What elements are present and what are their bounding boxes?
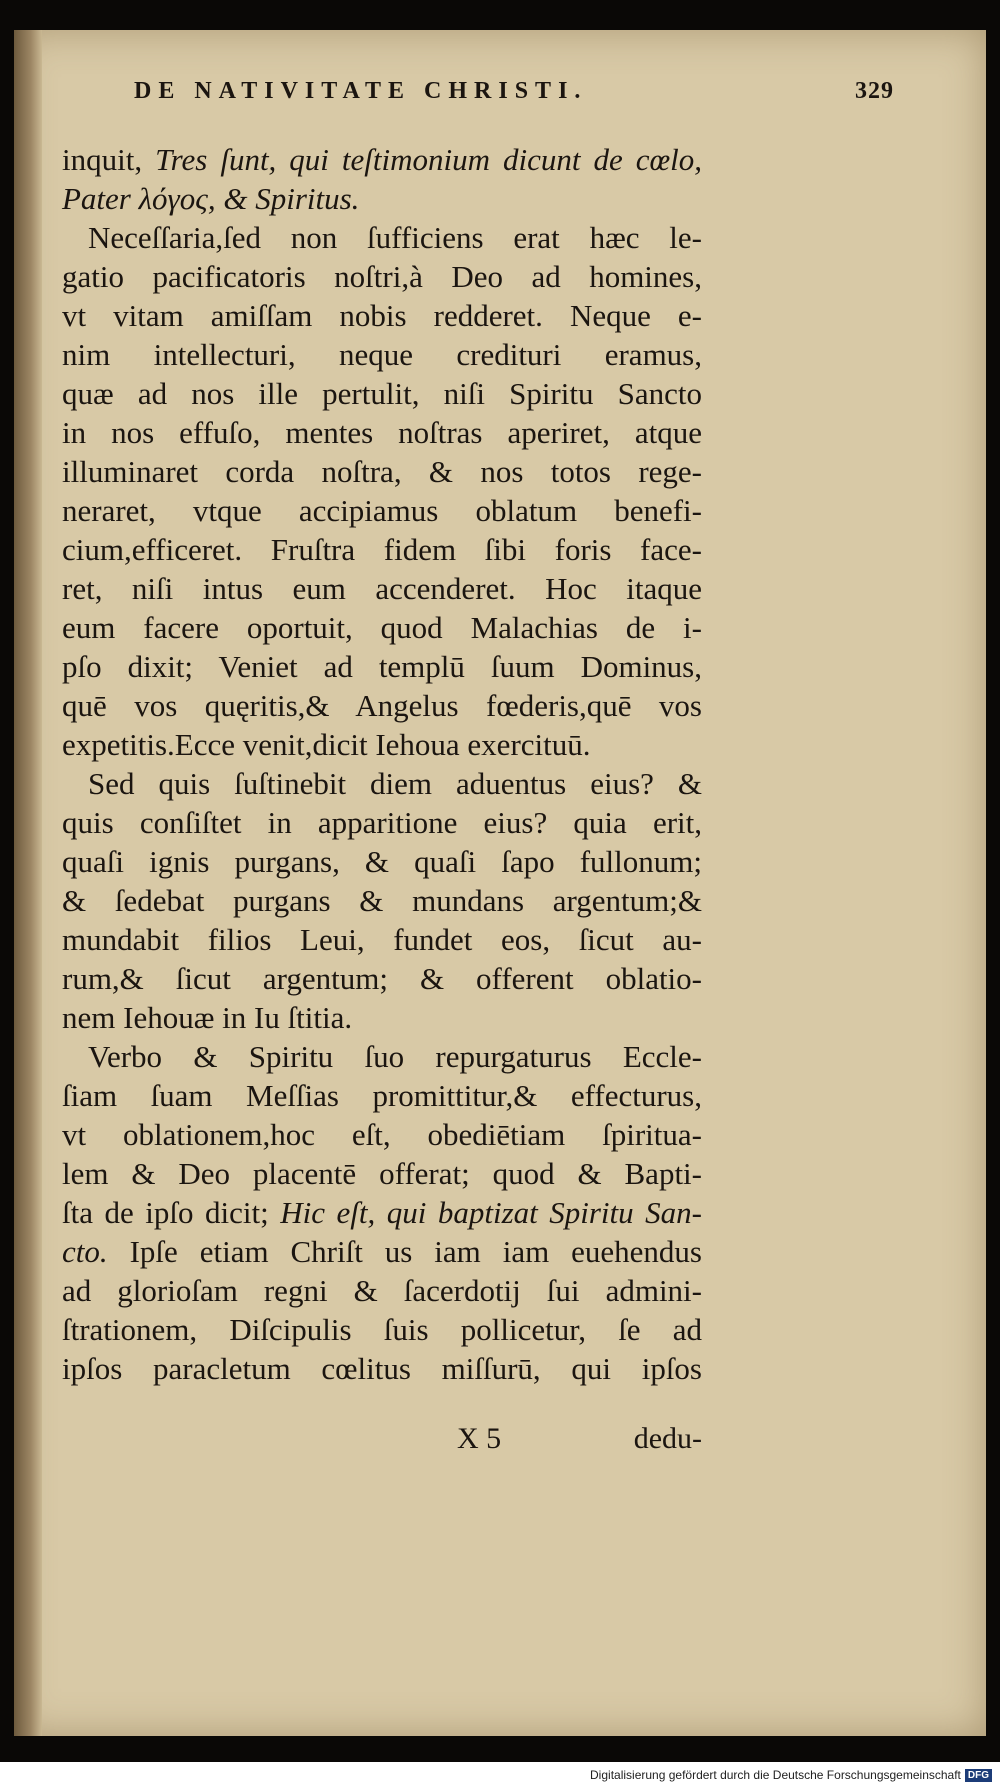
text-line: [62, 803, 702, 842]
signature-mark: X 5: [457, 1422, 502, 1455]
footer-credit: Digitalisierung gefördert durch die Deutsche Forschungsgemeinschaft: [590, 1768, 961, 1782]
line-text: ad glorioſam regni & ſacerdotij ſui admini-: [62, 1273, 702, 1308]
text-line: [62, 1115, 702, 1154]
line-text: neraret, vtque accipiamus oblatum benefi-: [62, 493, 702, 528]
text-line: [62, 920, 702, 959]
text-line: [62, 296, 702, 335]
line-text: ſtrationem, Diſcipulis ſuis pollicetur, ſe ad: [62, 1312, 702, 1347]
text-line: [62, 1232, 702, 1271]
line-text: Verbo & Spiritu ſuo repurgaturus Eccle-: [88, 1039, 702, 1074]
text-line: [62, 1271, 702, 1310]
body-text: [62, 140, 702, 1388]
line-text: quis conſiſtet in apparitione eius? quia erit,: [62, 805, 702, 840]
text-line: [62, 881, 702, 920]
line-text: vt vitam amiſſam nobis redderet. Neque e-: [62, 298, 702, 333]
text-line: [62, 1076, 702, 1115]
text-line: [62, 842, 702, 881]
line-text-after-italic: Ipſe etiam Chriſt us iam iam euehendus: [107, 1234, 702, 1269]
text-line: [62, 959, 702, 998]
text-line: [62, 608, 702, 647]
text-line: [62, 647, 702, 686]
line-text: ſiam ſuam Meſſias promittitur,& effecturus,: [62, 1078, 702, 1113]
text-line: [62, 725, 702, 764]
text-line: [62, 179, 702, 218]
text-line: [62, 374, 702, 413]
line-text: Neceſſaria,ſed non ſufficiens erat hæc le-: [88, 220, 702, 255]
line-italic-text: cto.: [62, 1234, 108, 1269]
line-italic-text: Tres ſunt, qui teſtimonium dicunt de cœlo,: [155, 142, 702, 177]
book-page: [14, 30, 986, 1736]
page-number: 329: [855, 78, 894, 104]
digitization-footer: [590, 1764, 992, 1786]
running-head: [134, 70, 904, 110]
text-line: [62, 491, 702, 530]
text-line: [62, 1154, 702, 1193]
line-italic-text: Hic eſt, qui baptizat Spiritu San-: [280, 1195, 702, 1230]
line-text: inquit,: [62, 142, 156, 177]
line-text: rum,& ſicut argentum; & offerent oblatio-: [62, 961, 702, 996]
text-line: [62, 1310, 702, 1349]
line-text: quē vos quęritis,& Angelus fœderis,quē vos: [62, 688, 702, 723]
line-text: ret, niſi intus eum accenderet. Hoc itaque: [62, 571, 702, 606]
text-line: [62, 335, 702, 374]
text-line: [62, 257, 702, 296]
text-line: [62, 998, 702, 1037]
line-text: nem Iehouæ in Iu ſtitia.: [62, 1000, 353, 1035]
line-text: Sed quis ſuſtinebit diem aduentus eius? &: [88, 766, 702, 801]
text-line: [62, 218, 702, 257]
line-text: lem & Deo placentē offerat; quod & Bapti-: [62, 1156, 702, 1191]
page-catch-line: [62, 1422, 702, 1462]
line-text: mundabit filios Leui, fundet eos, ſicut au-: [62, 922, 702, 957]
line-text: eum facere oportuit, quod Malachias de i-: [62, 610, 702, 645]
line-text: vt oblationem,hoc eſt, obediētiam ſpiritua-: [62, 1117, 702, 1152]
text-line: [62, 452, 702, 491]
line-text: pſo dixit; Veniet ad templū ſuum Dominus,: [62, 649, 702, 684]
line-text: quæ ad nos ille pertulit, niſi Spiritu Sancto: [62, 376, 702, 411]
text-line: [62, 1193, 702, 1232]
line-text: in nos effuſo, mentes noſtras aperiret, atque: [62, 415, 702, 450]
dfg-logo: DFG: [965, 1769, 992, 1782]
text-line: [62, 1349, 702, 1388]
text-line: [62, 413, 702, 452]
text-line: [62, 764, 702, 803]
text-line: [62, 1037, 702, 1076]
page-gutter: [14, 30, 42, 1736]
line-text: & ſedebat purgans & mundans argentum;&: [62, 883, 702, 918]
text-line: [62, 569, 702, 608]
text-line: [62, 530, 702, 569]
line-italic-text: Pater λόγος, & Spiritus.: [62, 181, 360, 216]
running-head-title: DE NATIVITATE CHRISTI.: [134, 78, 588, 104]
text-line: [62, 140, 702, 179]
catchword: dedu-: [633, 1422, 702, 1455]
text-line: [62, 686, 702, 725]
line-text: nim intellecturi, neque credituri eramus,: [62, 337, 702, 372]
line-text: gatio pacificatoris noſtri,à Deo ad homines,: [62, 259, 702, 294]
line-text: illuminaret corda noſtra, & nos totos rege-: [62, 454, 702, 489]
line-text: quaſi ignis purgans, & quaſi ſapo fullonum;: [62, 844, 702, 879]
line-text: ipſos paracletum cœlitus miſſurū, qui ipſos: [62, 1351, 702, 1386]
line-text: cium,efficeret. Fruſtra fidem ſibi foris face-: [62, 532, 702, 567]
line-text: expetitis.Ecce venit,dicit Iehoua exercituū.: [62, 727, 591, 762]
line-text: ſta de ipſo dicit;: [62, 1195, 281, 1230]
